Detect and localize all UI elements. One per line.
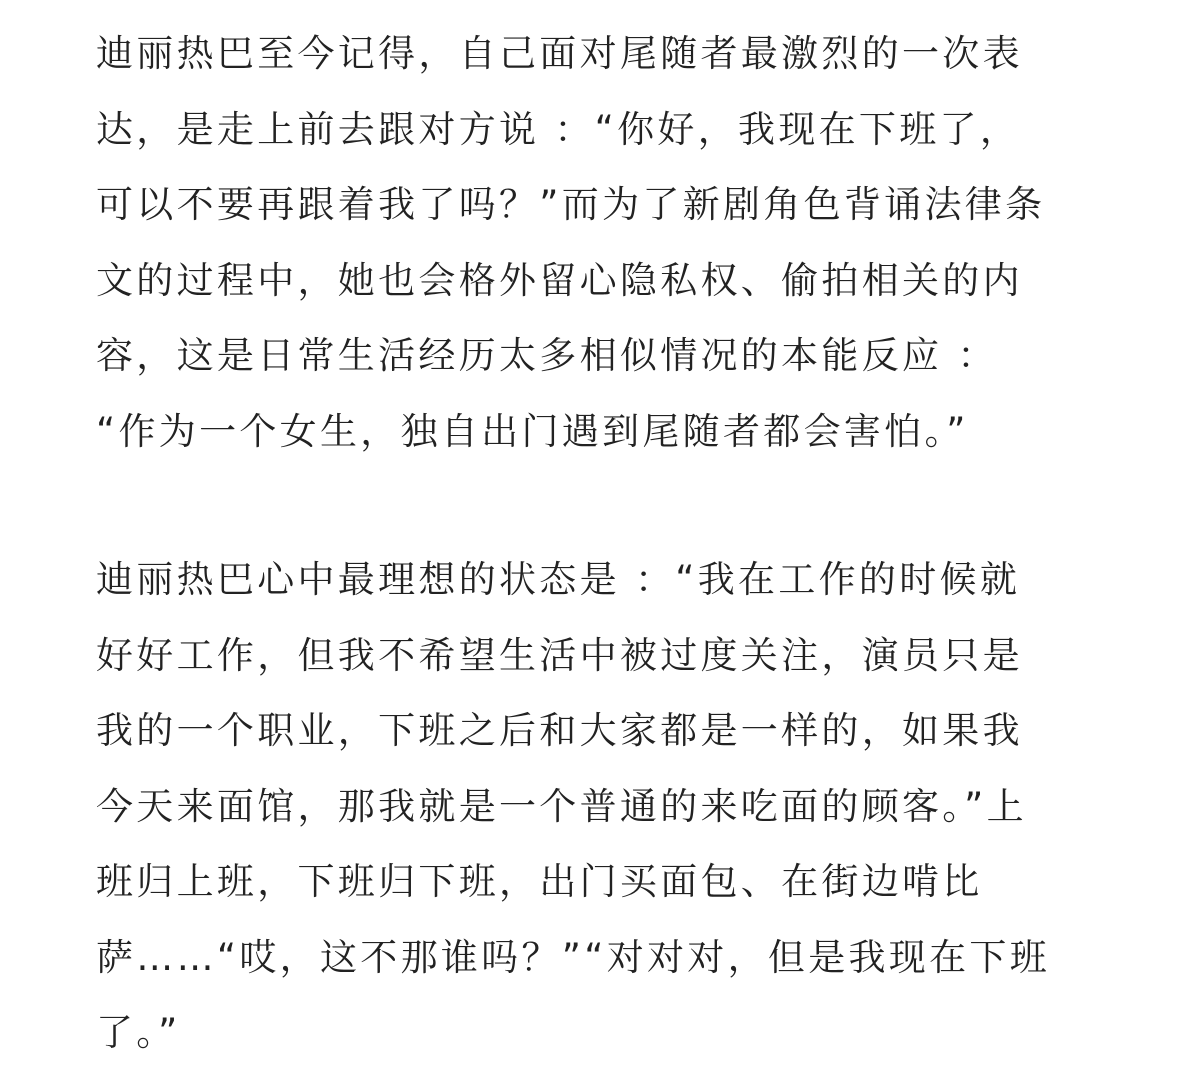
text-line: 迪丽热巴至今记得，自己面对尾随者最激烈的一次表 xyxy=(96,32,1023,75)
text-line: 可以不要再跟着我了吗？”而为了新剧角色背诵法律条 xyxy=(96,183,1046,226)
text-line: 迪丽热巴心中最理想的状态是 ：“我在工作的时候就 xyxy=(96,558,1021,601)
text-line: “作为一个女生，独自出门遇到尾随者都会害怕。” xyxy=(96,409,969,453)
text-line: 文的过程中，她也会格外留心隐私权、偷拍相关的内 xyxy=(96,258,1023,302)
paragraph-2 xyxy=(96,542,1096,1071)
text-line: 萨……“哎，这不那谁吗？”“对对对，但是我现在下班 xyxy=(96,935,1051,979)
text-line: 今天来面馆，那我就是一个普通的来吃面的顾客。”上 xyxy=(96,784,1027,828)
text-line: 了。” xyxy=(96,1011,181,1054)
text-line: 好好工作，但我不希望生活中被过度关注，演员只是 xyxy=(96,633,1023,677)
text-line: 容，这是日常生活经历太多相似情况的本能反应 ： xyxy=(96,334,998,377)
paragraph-1 xyxy=(96,16,1096,469)
text-line: 我的一个职业，下班之后和大家都是一样的，如果我 xyxy=(96,709,1023,752)
text-line: 达，是走上前去跟对方说 ：“你好，我现在下班了， xyxy=(96,107,1021,151)
text-line: 班归上班，下班归下班，出门买面包、在街边啃比 xyxy=(96,860,983,903)
